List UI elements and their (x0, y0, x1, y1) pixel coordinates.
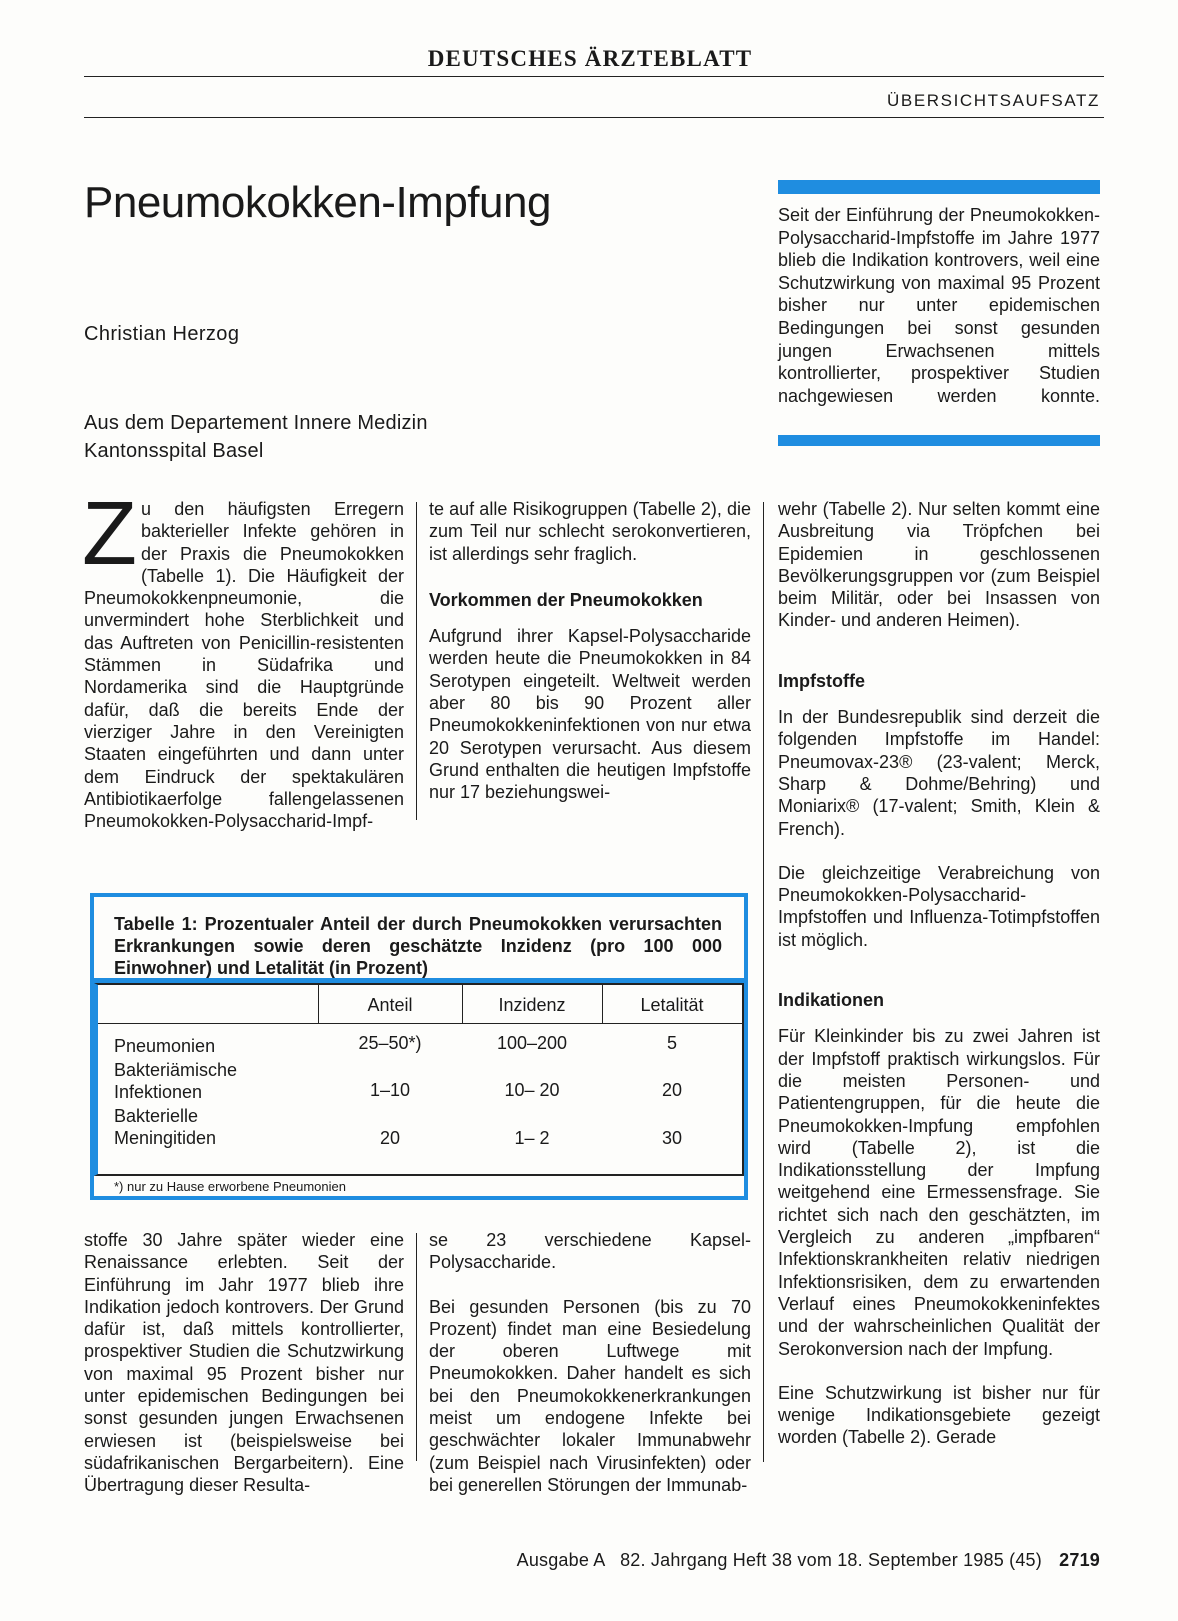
table-cell: 25–50*) (358, 1033, 422, 1053)
abstract-bar-top (778, 180, 1100, 194)
column-divider-2 (763, 502, 764, 1462)
column-3 (778, 498, 1100, 1449)
col2-top-paragraph-1: te auf alle Risikogruppen (Tabelle 2), die zum Teil nur schlecht serokonvertieren, ist allerdings sehr fraglich. (429, 499, 751, 564)
table-caption: Tabelle 1: Prozentualer Anteil der durch Pneumokokken verursachten Erkrankungen sowie deren geschätzte Inzidenz (pro 100 000 Einwohner) und Letalität (in Prozent) (114, 914, 722, 978)
col3-paragraph-2: In der Bundesrepublik sind derzeit die folgenden Impfstoffe im Handel: Pneumovax-23® (23-valent; Merck, Sharp & Dohme/Behring) und Moniarix® (17-valent; Smith, Klein & French). (778, 707, 1100, 839)
table-cell: 30 (661, 1128, 683, 1148)
author-name: Christian Herzog (84, 323, 240, 345)
table-1 (90, 893, 748, 1200)
col2-bottom-paragraph-2: Bei gesunden Personen (bis zu 70 Prozent) findet man eine Besiedelung der oberen Luftwege mit Pneumokokken. Daher handelt es sich bei den Pneumokokkenerkrankungen meist um endogene Infekte bei geschwächter lokaler Immunabwehr (zum Beispiel nach Virusinfekten) oder bei generellen Störungen der Immunab- (429, 1296, 751, 1495)
header-rule-top (84, 76, 1104, 77)
col1-bottom-text: stoffe 30 Jahre später wieder eine Renaissance erlebten. Seit der Einführung im Jahr 1977 blieb ihre Indikation jedoch kontrovers. Der Grund dafür ist, daß mittels kontrollierter, prospektiver Studien die Schutzwirkung von maximal 95 Prozent bisher nur unter epidemischen Bedingungen bei sonst gesunden jungen Erwachsenen erwiesen ist (beispielsweise bei südafrikanischen Bergarbeitern). Eine Übertragung dieser Resulta- (84, 1230, 404, 1496)
column-divider-1-top (416, 502, 417, 820)
col3-paragraph-1: wehr (Tabelle 2). Nur selten kommt eine Ausbreitung via Tröpfchen bei Epidemien in geschlossenen Bevölkerungsgruppen vor (zum Beispiel beim Militär, oder bei Insassen von Kinder- und anderen Heimen). (778, 499, 1100, 631)
table-row-label: Bakteriämische (114, 1060, 238, 1080)
column-1-top (82, 484, 404, 832)
affiliation-line-2: Kantonsspital Basel (84, 440, 264, 462)
table-footnote: *) nur zu Hause erworbene Pneumonien (114, 1179, 346, 1194)
col2-top-paragraph-2: Aufgrund ihrer Kapsel-Polysaccharide werden heute die Pneumokokken in 84 Serotypen eingeteilt. Weltweit werden aber 80 bis 90 Prozent aller Pneumokokkeninfektionen von nur etwa 20 Serotypen verursacht. Aus diesem Grund enthalten die heutigen Impfstoffe nur 17 beziehungswei- (429, 626, 751, 803)
table-header: Anteil (367, 995, 413, 1015)
header-rule-bottom (84, 117, 1104, 118)
page-number: 2719 (1059, 1550, 1100, 1570)
table-header: Inzidenz (498, 995, 566, 1015)
page-footer (517, 1550, 1100, 1571)
table-row-label: Bakterielle (114, 1106, 199, 1126)
affiliation (84, 409, 428, 465)
footer-issue: Ausgabe A 82. Jahrgang Heft 38 vom 18. September 1985 (45) (516, 1550, 1042, 1570)
table-header-rule (98, 1023, 742, 1024)
col2-bottom-paragraph-1: se 23 verschiedene Kapsel-Polysaccharide. (429, 1230, 751, 1273)
col3-paragraph-3: Die gleichzeitige Verabreichung von Pneumokokken-Polysaccharid-Impfstoffen und Influenza-Totimpfstoffen ist möglich. (778, 862, 1100, 950)
col1-top-text: u den häufigsten Erregern bakterieller Infekte gehören in der Praxis die Pneumokokken (Tabelle 1). Die Häufigkeit der Pneumokokkenpneumonie, die unvermindert hohe Sterblichkeit und das Auftreten von Penicillin-resistenten Stämmen in Südafrika und Nordamerika sind die Hauptgründe dafür, daß die bereits Ende der vierziger Jahre in den Vereinigten Staaten eingeführten und dann unter dem Eindruck der spektakulären Antibiotikaerfolge fallengelassenen Pneumokokken-Polysaccharid-Impf- (84, 499, 404, 832)
affiliation-line-1: Aus dem Departement Innere Medizin (84, 412, 428, 434)
table-row-label: Meningitiden (114, 1128, 217, 1148)
table-grid (94, 983, 744, 1176)
col3-paragraph-4: Für Kleinkinder bis zu zwei Jahren ist der Impfstoff praktisch wirkungslos. Für die meisten Personen- und Patientengruppen, für die heute die Pneumokokken-Impfung empfohlen wird (Tabelle 2), ist die Indikationsstellung der Impfung weitgehend eine Ermessensfrage. Sie richtet sich nach den geschätzten, im Vergleich zu anderen „impfbaren“ Infektionskrankheiten relativ niedrigen Infektionsrisiken, dem zu erwartenden Verlauf eines Pneumokokkeninfektes und der wahrscheinlichen Qualität der Serokonversion nach der Impfung. (778, 1026, 1100, 1359)
table-cell: 100–200 (496, 1033, 568, 1053)
drop-cap: Z (82, 484, 137, 584)
journal-masthead: DEUTSCHES ÄRZTEBLATT (427, 46, 753, 71)
abstract-text: Seit der Einführung der Pneumokokken-Polysaccharid-Impfstoffe im Jahre 1977 blieb die Indikation kontrovers, weil eine Schutzwirkung von maximal 95 Prozent bisher nur unter epidemischen Bedingungen bei sonst gesunden jungen Erwachsenen mittels kontrollierter, prospektiver Studien nachgewiesen werden konnte. (778, 205, 1100, 406)
table-row-label: Infektionen (114, 1082, 203, 1102)
heading-vorkommen: Vorkommen der Pneumokokken (429, 589, 703, 610)
table-cell: 1– 2 (514, 1128, 550, 1148)
table-cell: 1–10 (369, 1080, 411, 1100)
table-header: Letalität (640, 995, 704, 1015)
column-divider-1-bottom (416, 1233, 417, 1461)
abstract-bar-bottom (778, 435, 1100, 446)
heading-impfstoffe: Impfstoffe (778, 670, 865, 691)
table-row-label: Pneumonien (114, 1036, 216, 1056)
table-cell: 20 (379, 1128, 401, 1148)
article-title: Pneumokokken-Impfung (84, 178, 551, 227)
table-cell: 10– 20 (504, 1080, 560, 1100)
section-label: ÜBERSICHTSAUFSATZ (887, 91, 1100, 110)
column-1-bottom (84, 1229, 404, 1497)
col3-paragraph-5: Eine Schutzwirkung ist bisher nur für wenige Indikationsgebiete gezeigt worden (Tabelle 2). Gerade (778, 1382, 1100, 1448)
column-2-top (429, 498, 751, 804)
column-2-bottom (429, 1229, 751, 1496)
heading-indikationen: Indikationen (778, 990, 885, 1011)
table-cell: 5 (666, 1033, 677, 1053)
table-cell: 20 (661, 1080, 683, 1100)
